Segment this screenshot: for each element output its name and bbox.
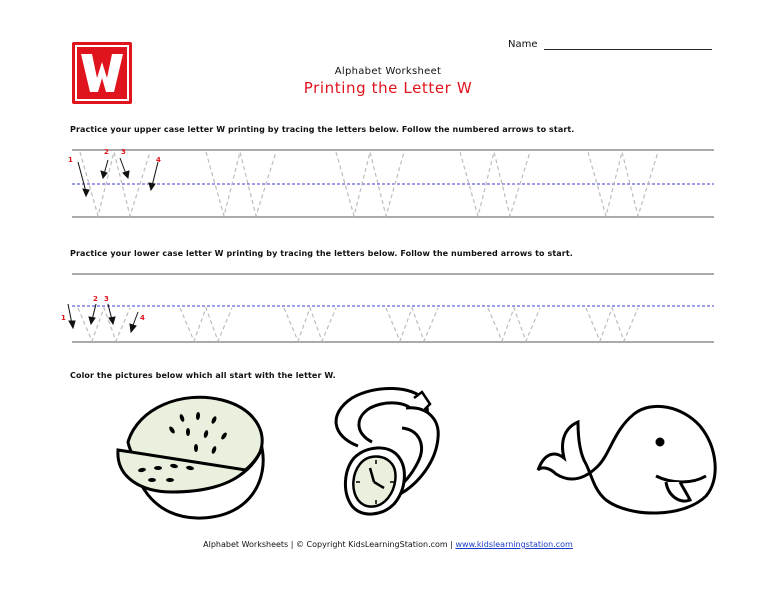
coloring-instruction: Color the pictures below which all start with the letter W. — [70, 371, 336, 380]
lower-step-4: 4 — [140, 314, 145, 322]
watermelon-picture — [112, 388, 272, 528]
footer-website-link[interactable]: www.kidslearningstation.com — [455, 540, 573, 549]
lower-step-2: 2 — [93, 295, 98, 303]
name-label: Name — [508, 39, 538, 50]
upper-step-3: 3 — [121, 148, 126, 156]
lower-step-1: 1 — [61, 314, 66, 322]
lower-w-trace-letters — [78, 308, 638, 341]
name-line[interactable] — [544, 39, 712, 50]
lower-case-instruction: Practice your lower case letter W printing by tracing the letters below. Follow the numbered arrows to start. — [70, 249, 573, 258]
upper-step-4: 4 — [156, 156, 161, 164]
footer-copyright: Alphabet Worksheets | © Copyright KidsLearningStation.com | — [203, 540, 456, 549]
upper-step-1: 1 — [68, 156, 73, 164]
worksheet-subtitle: Alphabet Worksheet — [334, 66, 442, 77]
watch-picture — [318, 384, 458, 528]
footer — [0, 540, 776, 549]
lower-case-tracing-area — [0, 264, 776, 348]
upper-step-2: 2 — [104, 148, 109, 156]
upper-case-tracing-area — [0, 140, 776, 224]
upper-case-instruction: Practice your upper case letter W printing by tracing the letters below. Follow the numbered arrows to start. — [70, 125, 575, 134]
whale-picture — [534, 392, 724, 522]
worksheet-title: Printing the Letter W — [303, 79, 473, 97]
name-field[interactable] — [508, 39, 712, 50]
lower-step-numbers — [61, 295, 145, 322]
lower-step-3: 3 — [104, 295, 109, 303]
